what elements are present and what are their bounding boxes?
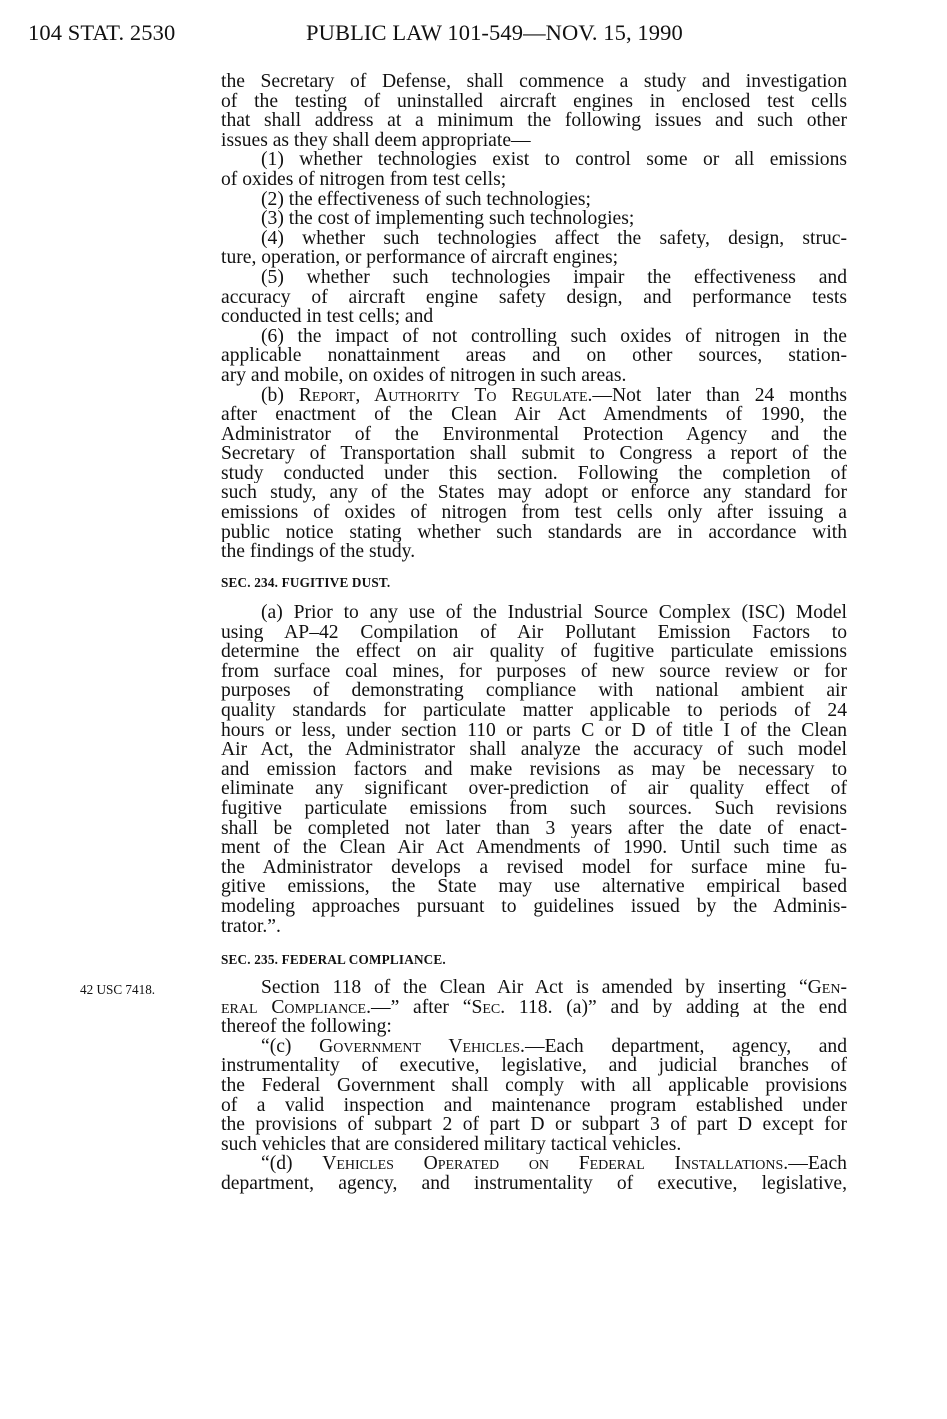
text-line: public notice stating whether such standards are in accordance with — [221, 522, 847, 543]
list-item-3: (3) the cost of implementing such technologies; — [261, 209, 635, 229]
text-line: such study, any of the States may adopt or enforce any standard for — [221, 483, 847, 504]
subsection-b-first-line: (b) Report, Authority To Regulate.—Not later than 24 months — [261, 385, 847, 406]
text-line: gitive emissions, the State may use alternative empirical based — [221, 877, 847, 897]
subsection-c-first-line: “(c) Government Vehicles.—Each department, agency, and — [261, 1036, 847, 1057]
list-item-1: (1) whether technologies exist to control some or all emissions — [261, 150, 847, 170]
list-item-4-cont: ture, operation, or performance of aircraft engines; — [221, 248, 619, 268]
section-234-heading: SEC. 234. FUGITIVE DUST. — [221, 575, 391, 590]
text-line: that shall address at a minimum the following issues and such other — [221, 111, 847, 131]
list-item-6-cont: ary and mobile, on oxides of nitrogen in such areas. — [221, 365, 627, 386]
intro-paragraph — [221, 72, 847, 562]
text-line: from surface coal mines, for purposes of new source review or for — [221, 661, 847, 682]
section-235-body — [221, 978, 847, 1194]
text-line: hours or less, under section 110 or parts C or D of title I of the Clean — [221, 720, 847, 741]
text-line: after enactment of the Clean Air Act Amendments of 1990, the — [221, 405, 847, 425]
text-line: of a valid inspection and maintenance program established under — [221, 1095, 847, 1116]
text-line: Air Act, the Administrator shall analyze the accuracy of such model — [221, 740, 847, 760]
list-item-5: (5) whether such technologies impair the effectiveness and — [261, 267, 847, 288]
text-line: eral Compliance.—” after “Sec. 118. (a)” and by adding at the end — [221, 997, 847, 1018]
page-header — [28, 20, 858, 54]
text-line: quality standards for particulate matter applicable to periods of 24 — [221, 700, 847, 721]
list-item-4: (4) whether such technologies affect the safety, design, struc- — [261, 228, 847, 249]
text-line: shall be completed not later than 3 years after the date of enact- — [221, 818, 847, 839]
text-line: instrumentality of executive, legislative, and judicial branches of — [221, 1056, 847, 1076]
text-line: and emission factors and make revisions as may be necessary to — [221, 759, 847, 780]
list-item-2: (2) the effectiveness of such technologies; — [261, 189, 591, 210]
text-line: such vehicles that are considered military tactical vehicles. — [221, 1134, 682, 1155]
text-line: the Administrator develops a revised model for surface mine fu- — [221, 857, 847, 878]
text-line: thereof the following: — [221, 1017, 392, 1037]
text-line: the provisions of subpart 2 of part D or subpart 3 of part D except for — [221, 1115, 847, 1135]
text-line: emissions of oxides of nitrogen from test cells only after issuing a — [221, 503, 847, 523]
subsection-b-heading: Report, Authority To Regulate. — [298, 385, 593, 406]
list-item-1-cont: of oxides of nitrogen from test cells; — [221, 169, 507, 190]
subsection-c-heading: Government Vehicles. — [319, 1036, 525, 1057]
list-item-6: (6) the impact of not controlling such oxides of nitrogen in the — [261, 326, 847, 347]
text-line: ment of the Clean Air Act Amendments of 1990. Until such time as — [221, 838, 847, 858]
list-item-5-cont: conducted in test cells; and — [221, 307, 434, 327]
section-234-body — [221, 603, 847, 936]
usc-margin-note: 42 USC 7418. — [80, 982, 156, 997]
public-law-title: PUBLIC LAW 101-549—NOV. 15, 1990 — [306, 20, 683, 45]
text-line: fugitive particulate emissions from such sources. Such revisions — [221, 798, 847, 819]
text-line: modeling approaches pursuant to guidelines issued by the Adminis- — [221, 896, 847, 917]
text-line: Section 118 of the Clean Air Act is amended by inserting “Gen- — [261, 978, 847, 998]
text-line: eliminate any significant over-prediction of air quality effect of — [221, 779, 847, 799]
text-line: Secretary of Transportation shall submit to Congress a report of the — [221, 444, 847, 464]
text-line: trator.”. — [221, 916, 281, 937]
text-line: of the testing of uninstalled aircraft engines in enclosed test cells — [221, 91, 847, 112]
subsection-d-heading: Vehicles Operated on Federal Installations. — [322, 1154, 789, 1174]
list-item-6-cont: applicable nonattainment areas and on other sources, station- — [221, 346, 847, 366]
statute-page-number: 104 STAT. 2530 — [28, 20, 176, 45]
text-line: the Federal Government shall comply with all applicable provisions — [221, 1075, 847, 1096]
text-line: Administrator of the Environmental Protection Agency and the — [221, 424, 847, 445]
text-line: issues as they shall deem appropriate— — [221, 130, 531, 151]
text-line: using AP–42 Compilation of Air Pollutant Emission Factors to — [221, 622, 847, 643]
text-line: purposes of demonstrating compliance with national ambient air — [221, 681, 847, 701]
text-line: study conducted under this section. Following the completion of — [221, 463, 847, 484]
text-line: (a) Prior to any use of the Industrial Source Complex (ISC) Model — [261, 603, 847, 623]
text-line: the Secretary of Defense, shall commence a study and investigation — [221, 72, 847, 92]
text-line: department, agency, and instrumentality of executive, legislative, — [221, 1173, 847, 1194]
text-line: the findings of the study. — [221, 542, 416, 562]
section-235-heading: SEC. 235. FEDERAL COMPLIANCE. — [221, 952, 446, 967]
text-line: determine the effect on air quality of fugitive particulate emissions — [221, 642, 847, 662]
subsection-d-first-line: “(d) Vehicles Operated on Federal Installations.—Each — [261, 1154, 847, 1174]
list-item-5-cont: accuracy of aircraft engine safety design, and performance tests — [221, 287, 847, 308]
